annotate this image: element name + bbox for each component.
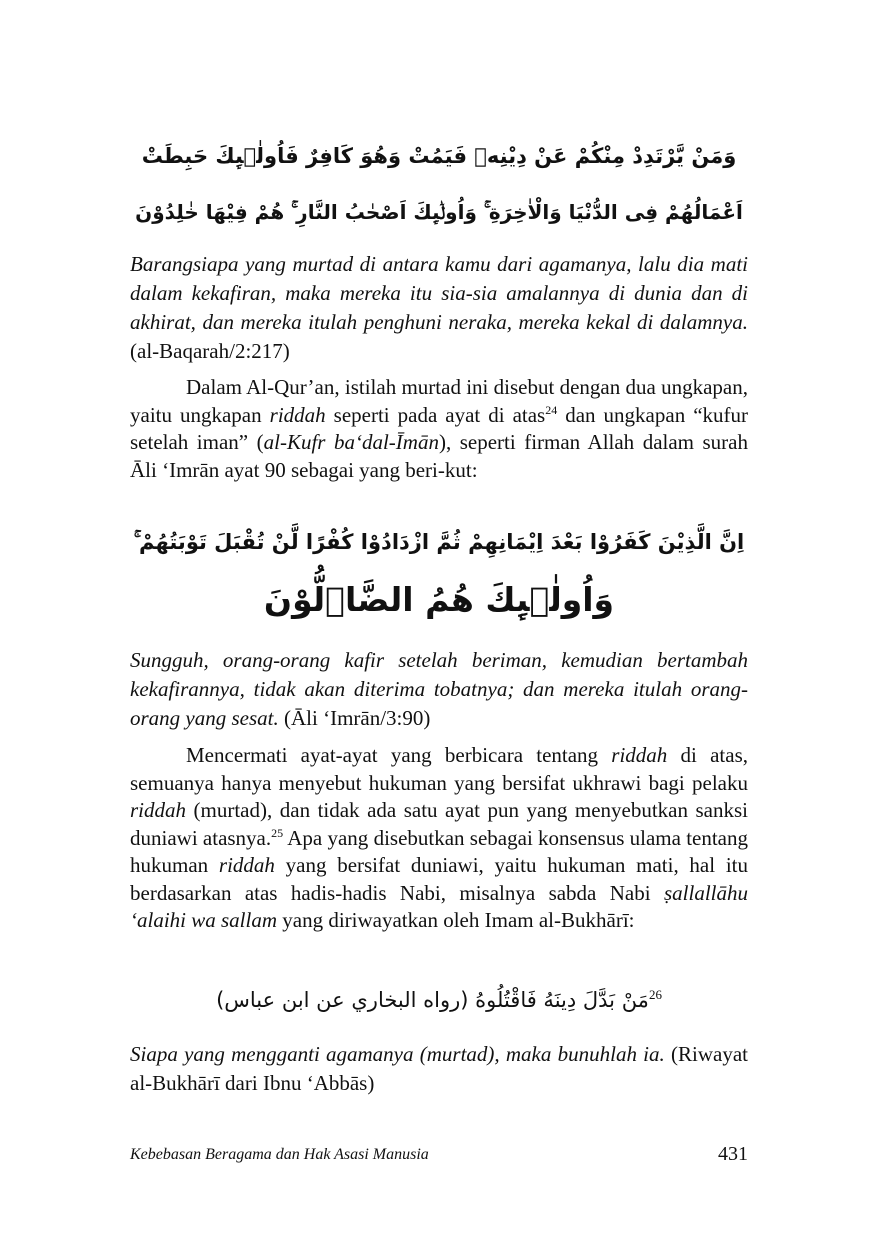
footnote-marker: 24 xyxy=(545,402,558,417)
hadith-source: (رواه البخاري عن ابن عباس) xyxy=(216,988,469,1012)
quran-verse-baqarah-217 xyxy=(130,128,748,240)
paragraph-text: dan ungkapan “kufur setelah iman” ( xyxy=(130,402,748,454)
verse-translation xyxy=(130,250,748,366)
italic-term: ṣallallāhu ‘alaihi wa sallam xyxy=(130,880,748,932)
verse-line: وَاُولٰۤىِٕكَ هُمُ الضَّاۤلُّوْنَ xyxy=(263,580,615,619)
italic-term: al-Kufr ba‘dal-Īmān xyxy=(263,430,439,454)
verse-line: وَمَنْ يَّرْتَدِدْ مِنْكُمْ عَنْ دِيْنِهٖ فَيَمُتْ وَهُوَ كَافِرٌ فَاُولٰۤىِٕكَ حَبِطَتْ xyxy=(141,144,737,168)
hadith-text: مَنْ بَدَّلَ دِينَهُ فَاقْتُلُوهُ xyxy=(475,988,649,1012)
page-number: 431 xyxy=(718,1143,748,1165)
italic-term: riddah xyxy=(611,743,668,767)
verse-line: اِنَّ الَّذِيْنَ كَفَرُوْا بَعْدَ اِيْمَانِهِمْ ثُمَّ ازْدَادُوْا كُفْرًا لَّنْ تُقْبَلَ تَوْبَتُهُمْ ۚ xyxy=(133,530,745,554)
footnote-marker: 25 xyxy=(271,825,284,840)
footnote-marker: 26 xyxy=(648,987,662,1002)
paragraph-text: seperti pada ayat di atas xyxy=(325,402,546,427)
paragraph-text: yang bersifat duniawi, yaitu hukuman mati, hal itu berdasarkan atas hadis-hadis Nabi, misalnya sabda Nabi xyxy=(130,853,748,905)
paragraph-text: Apa yang disebutkan sebagai konsensus ulama tentang hukuman xyxy=(130,825,749,877)
italic-term: riddah xyxy=(269,402,326,427)
body-paragraph xyxy=(130,742,748,935)
hadith-translation xyxy=(130,1040,748,1098)
italic-term: riddah xyxy=(130,798,187,822)
verse-line: اَعْمَالُهُمْ فِى الدُّنْيَا وَالْاٰخِرَةِ ۚ وَاُولٰۤىِٕكَ اَصْحٰبُ النَّارِ ۚ هُمْ فِيْهَا خٰلِدُوْنَ xyxy=(135,200,743,224)
quran-verse-ali-imran-90 xyxy=(130,513,748,629)
translation-text: Sungguh, orang-orang kafir setelah beriman, kemudian bertambah kekafirannya, tidak akan diterima tobatnya; dan mereka itulah orang-orang yang sesat. xyxy=(130,648,748,730)
verse-reference: (Āli ‘Imrān/3:90) xyxy=(284,706,431,730)
hadith-quote xyxy=(130,985,748,1015)
running-footer-title: Kebebasan Beragama dan Hak Asasi Manusia xyxy=(130,1146,429,1163)
italic-term: riddah xyxy=(218,853,275,877)
verse-translation xyxy=(130,646,748,733)
translation-text: Siapa yang mengganti agamanya (murtad), maka bunuhlah ia. xyxy=(130,1042,665,1066)
hadith-reference: (Riwayat al-Bukhārī dari Ibnu ‘Abbās) xyxy=(130,1042,748,1095)
verse-reference: (al-Baqarah/2:217) xyxy=(130,339,290,363)
paragraph-text: yang diriwayatkan oleh Imam al-Bukhārī: xyxy=(277,908,635,932)
body-paragraph xyxy=(130,374,748,484)
paragraph-text: Mencermati ayat-ayat yang berbicara tentang xyxy=(186,743,612,767)
translation-text: Barangsiapa yang murtad di antara kamu dari agamanya, lalu dia mati dalam kekafiran, maka mereka itu sia-sia amalannya di dunia dan di akhirat, dan mereka itulah penghuni neraka, mereka kekal di dalamnya. xyxy=(130,252,748,334)
paragraph-text: (murtad), dan tidak ada satu ayat pun yang menyebutkan sanksi duniawi atasnya. xyxy=(130,798,748,850)
paragraph-text: ), seperti firman Allah dalam surah Āli ‘Imrān ayat 90 sebagai yang beri-kut: xyxy=(130,430,748,482)
paragraph-text: di atas, semuanya hanya menyebut hukuman yang bersifat ukhrawi bagi pelaku xyxy=(130,743,749,795)
paragraph-text: Dalam Al-Qur’an, istilah murtad ini disebut dengan dua ungkapan, yaitu ungkapan xyxy=(130,375,748,427)
